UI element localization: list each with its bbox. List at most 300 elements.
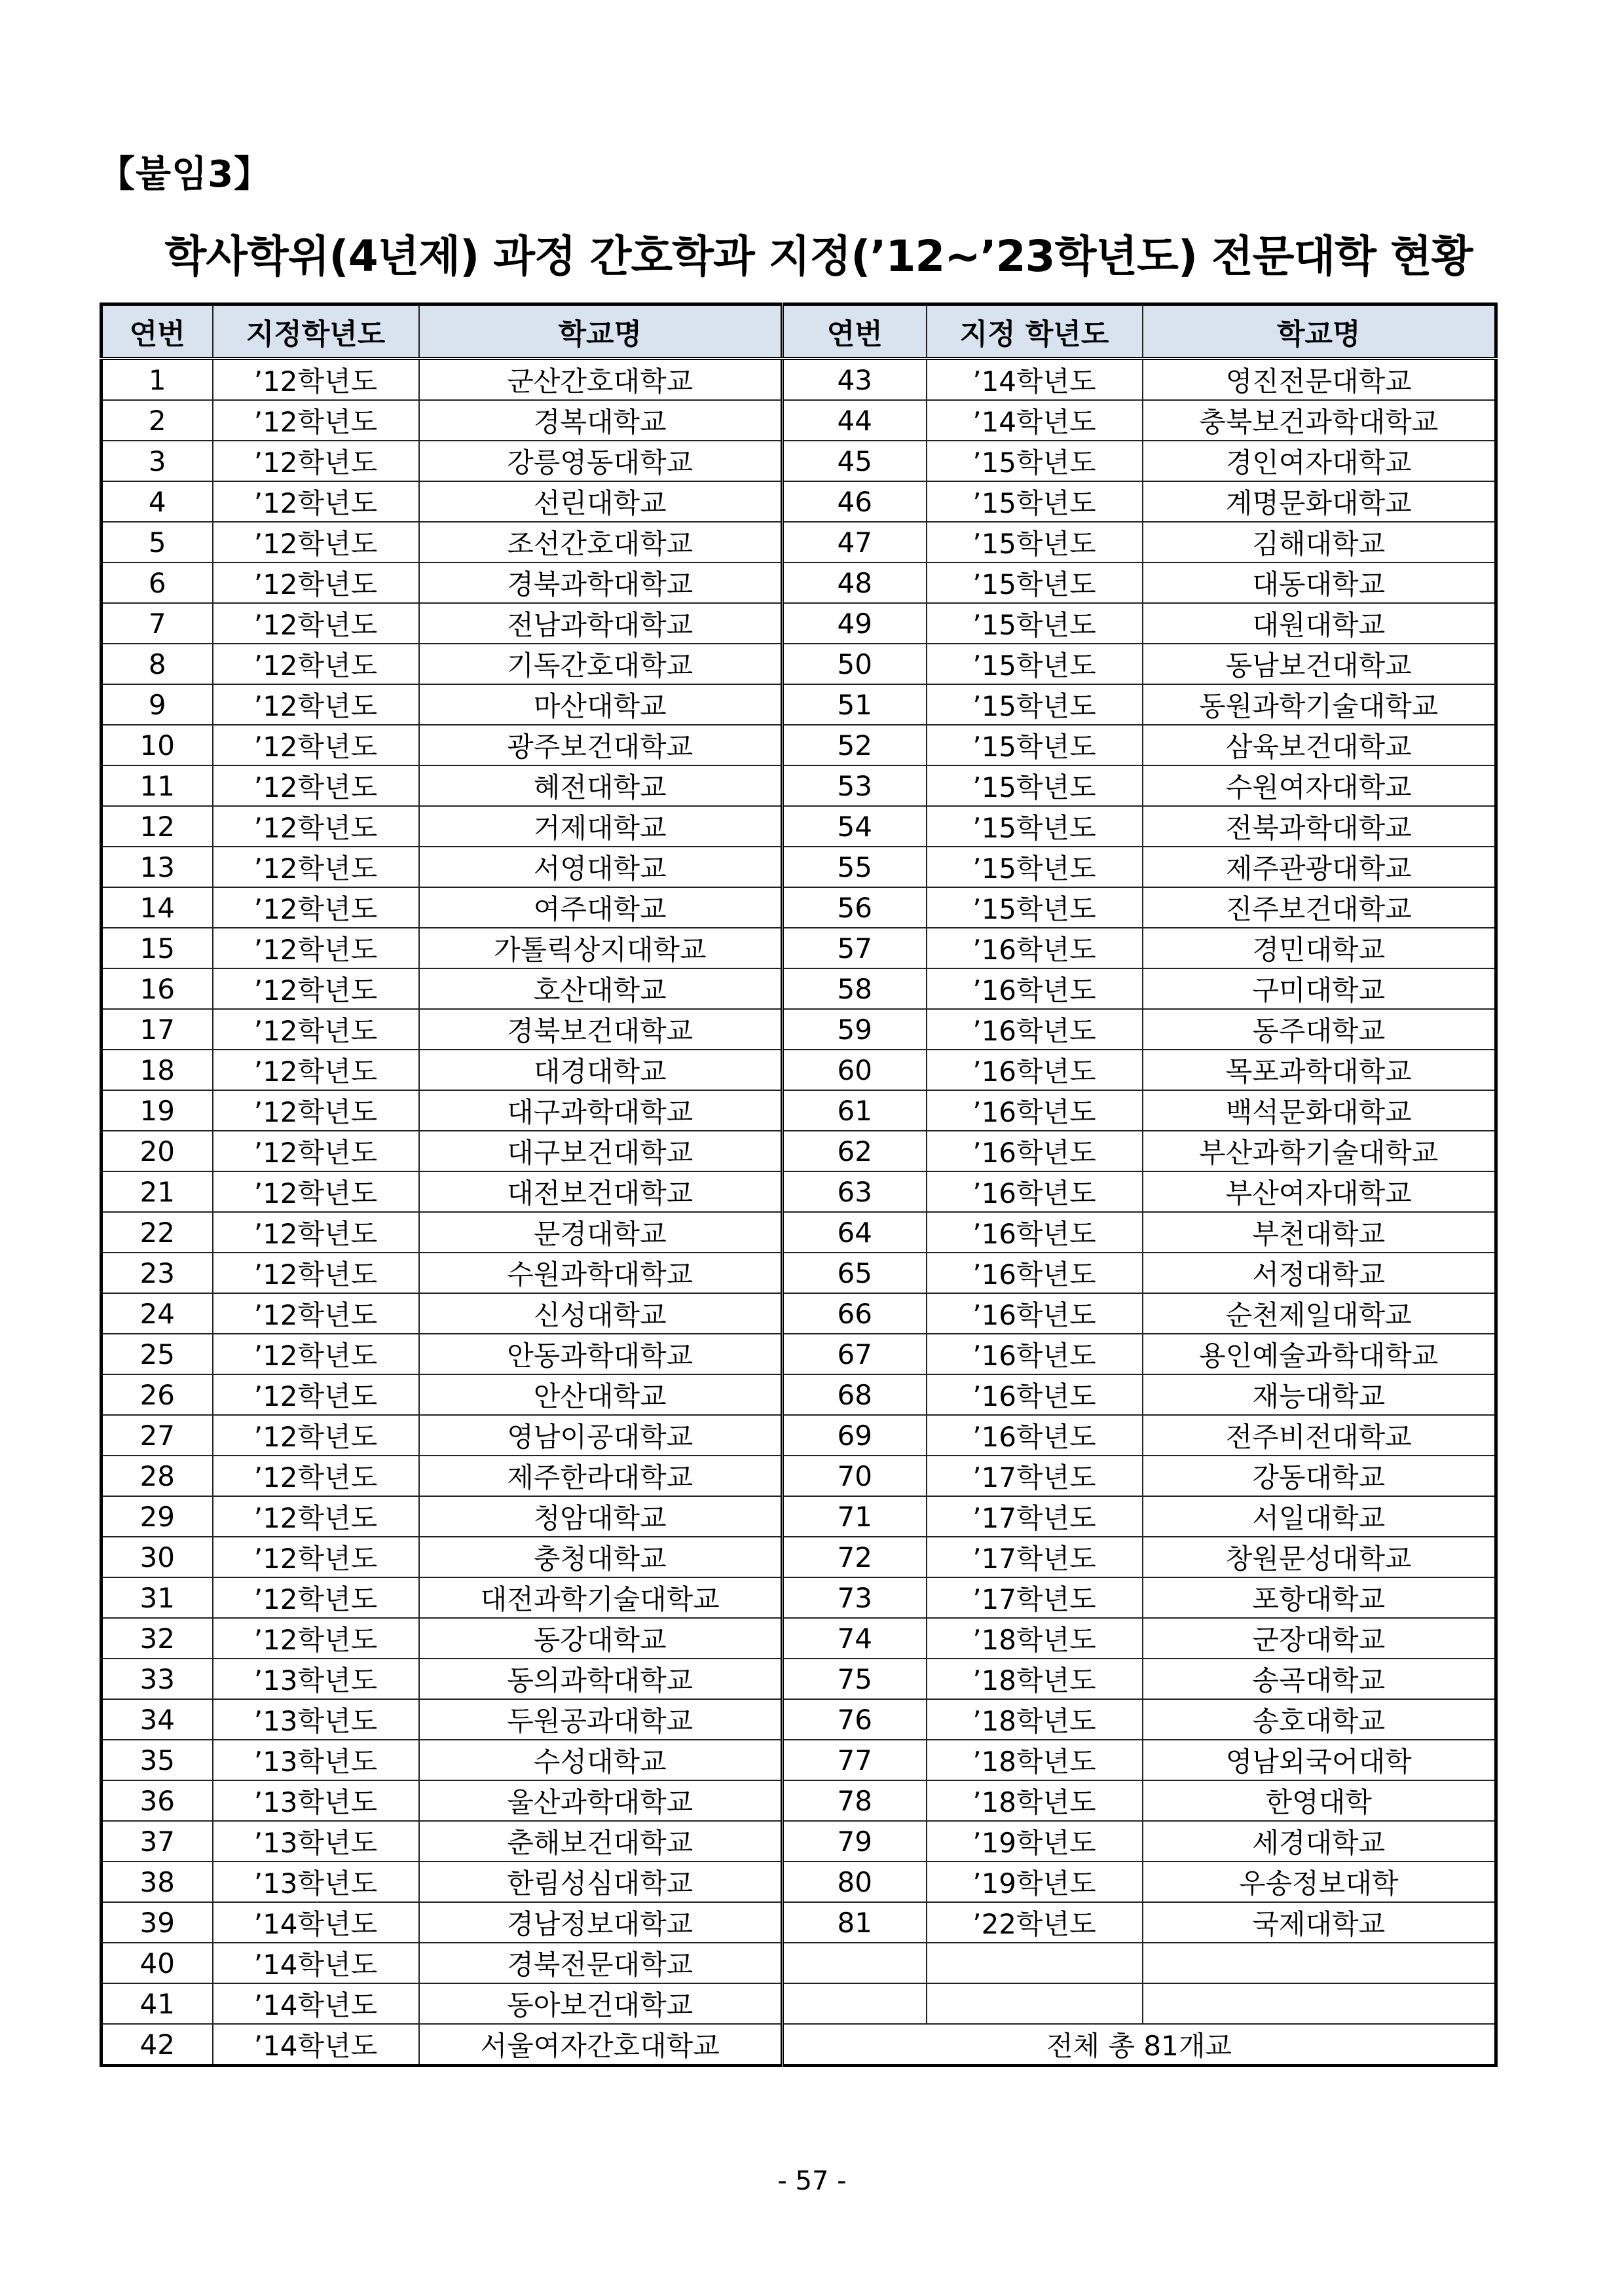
cell-school: 대구과학대학교 xyxy=(419,1090,783,1131)
cell-no: 26 xyxy=(101,1374,213,1415)
cell-year: ’16학년도 xyxy=(927,1131,1143,1171)
cell-no: 6 xyxy=(101,562,213,603)
cell-no: 57 xyxy=(783,928,927,968)
table-row xyxy=(101,359,1496,401)
table-row xyxy=(101,2024,1496,2066)
cell-no: 34 xyxy=(101,1699,213,1740)
cell-no: 7 xyxy=(101,603,213,644)
cell-no: 11 xyxy=(101,765,213,806)
cell-no: 53 xyxy=(783,765,927,806)
cell-no: 47 xyxy=(783,522,927,562)
cell-no: 1 xyxy=(101,359,213,401)
cell-no: 12 xyxy=(101,806,213,847)
cell-year: ’12학년도 xyxy=(213,1009,419,1050)
cell-year: ’12학년도 xyxy=(213,765,419,806)
cell-no: 4 xyxy=(101,481,213,522)
cell-school: 경인여자대학교 xyxy=(1143,441,1496,481)
college-table xyxy=(100,303,1498,2067)
cell-year: ’18학년도 xyxy=(927,1780,1143,1821)
cell-no: 32 xyxy=(101,1618,213,1659)
table-row xyxy=(101,1983,1496,2024)
cell-school: 창원문성대학교 xyxy=(1143,1537,1496,1577)
cell-school: 목포과학대학교 xyxy=(1143,1050,1496,1090)
cell-no: 59 xyxy=(783,1009,927,1050)
cell-school: 부산여자대학교 xyxy=(1143,1171,1496,1212)
cell-school: 제주관광대학교 xyxy=(1143,847,1496,887)
table-row xyxy=(101,765,1496,806)
cell-no: 58 xyxy=(783,968,927,1009)
cell-no: 18 xyxy=(101,1050,213,1090)
cell-school: 우송정보대학 xyxy=(1143,1862,1496,1902)
cell-year: ’12학년도 xyxy=(213,359,419,401)
cell-year: ’12학년도 xyxy=(213,522,419,562)
table-row xyxy=(101,968,1496,1009)
cell-school: 군산간호대학교 xyxy=(419,359,783,401)
cell-school: 부산과학기술대학교 xyxy=(1143,1131,1496,1171)
cell-school: 서일대학교 xyxy=(1143,1496,1496,1537)
cell-school: 한림성심대학교 xyxy=(419,1862,783,1902)
cell-year: ’12학년도 xyxy=(213,1577,419,1618)
cell-year: ’18학년도 xyxy=(927,1618,1143,1659)
cell-year: ’19학년도 xyxy=(927,1821,1143,1862)
cell-year: ’14학년도 xyxy=(927,400,1143,441)
cell-school: 수원과학대학교 xyxy=(419,1253,783,1293)
header-school-left: 학교명 xyxy=(419,304,783,359)
cell-school: 조선간호대학교 xyxy=(419,522,783,562)
cell-year: ’15학년도 xyxy=(927,806,1143,847)
empty-cell xyxy=(927,1983,1143,2024)
cell-no: 17 xyxy=(101,1009,213,1050)
cell-year: ’17학년도 xyxy=(927,1537,1143,1577)
cell-no: 49 xyxy=(783,603,927,644)
empty-cell xyxy=(1143,1943,1496,1983)
cell-school: 동강대학교 xyxy=(419,1618,783,1659)
cell-school: 전남과학대학교 xyxy=(419,603,783,644)
cell-no: 41 xyxy=(101,1983,213,2024)
cell-school: 진주보건대학교 xyxy=(1143,887,1496,928)
cell-school: 경민대학교 xyxy=(1143,928,1496,968)
cell-year: ’12학년도 xyxy=(213,562,419,603)
table-row xyxy=(101,1943,1496,1983)
cell-no: 16 xyxy=(101,968,213,1009)
cell-year: ’12학년도 xyxy=(213,481,419,522)
cell-year: ’12학년도 xyxy=(213,1131,419,1171)
cell-school: 계명문화대학교 xyxy=(1143,481,1496,522)
cell-no: 52 xyxy=(783,725,927,765)
cell-school: 순천제일대학교 xyxy=(1143,1293,1496,1334)
cell-no: 75 xyxy=(783,1659,927,1699)
cell-no: 81 xyxy=(783,1902,927,1943)
cell-year: ’15학년도 xyxy=(927,441,1143,481)
cell-year: ’12학년도 xyxy=(213,684,419,725)
cell-year: ’17학년도 xyxy=(927,1577,1143,1618)
cell-no: 68 xyxy=(783,1374,927,1415)
empty-cell xyxy=(927,1943,1143,1983)
cell-no: 37 xyxy=(101,1821,213,1862)
cell-school: 선린대학교 xyxy=(419,481,783,522)
cell-year: ’12학년도 xyxy=(213,644,419,684)
cell-year: ’13학년도 xyxy=(213,1862,419,1902)
cell-school: 춘해보건대학교 xyxy=(419,1821,783,1862)
table-row xyxy=(101,1171,1496,1212)
cell-year: ’15학년도 xyxy=(927,644,1143,684)
cell-no: 15 xyxy=(101,928,213,968)
cell-school: 동남보건대학교 xyxy=(1143,644,1496,684)
cell-school: 가톨릭상지대학교 xyxy=(419,928,783,968)
cell-year: ’15학년도 xyxy=(927,725,1143,765)
cell-school: 삼육보건대학교 xyxy=(1143,725,1496,765)
cell-year: ’15학년도 xyxy=(927,481,1143,522)
cell-school: 동의과학대학교 xyxy=(419,1659,783,1699)
cell-school: 호산대학교 xyxy=(419,968,783,1009)
cell-no: 38 xyxy=(101,1862,213,1902)
cell-no: 54 xyxy=(783,806,927,847)
cell-no: 30 xyxy=(101,1537,213,1577)
cell-no: 24 xyxy=(101,1293,213,1334)
cell-year: ’16학년도 xyxy=(927,1293,1143,1334)
table-row xyxy=(101,1577,1496,1618)
cell-no: 27 xyxy=(101,1415,213,1456)
cell-no: 51 xyxy=(783,684,927,725)
table-row xyxy=(101,928,1496,968)
cell-year: ’17학년도 xyxy=(927,1456,1143,1496)
cell-school: 마산대학교 xyxy=(419,684,783,725)
cell-no: 35 xyxy=(101,1740,213,1780)
cell-year: ’13학년도 xyxy=(213,1699,419,1740)
cell-year: ’13학년도 xyxy=(213,1821,419,1862)
cell-year: ’18학년도 xyxy=(927,1699,1143,1740)
table-row xyxy=(101,1659,1496,1699)
cell-year: ’12학년도 xyxy=(213,968,419,1009)
cell-school: 수성대학교 xyxy=(419,1740,783,1780)
cell-school: 동원과학기술대학교 xyxy=(1143,684,1496,725)
cell-no: 78 xyxy=(783,1780,927,1821)
table-row xyxy=(101,1050,1496,1090)
cell-no: 63 xyxy=(783,1171,927,1212)
cell-school: 제주한라대학교 xyxy=(419,1456,783,1496)
cell-no: 25 xyxy=(101,1334,213,1374)
cell-no: 74 xyxy=(783,1618,927,1659)
cell-school: 경복대학교 xyxy=(419,400,783,441)
table-row xyxy=(101,1821,1496,1862)
cell-no: 69 xyxy=(783,1415,927,1456)
cell-no: 5 xyxy=(101,522,213,562)
cell-school: 전주비전대학교 xyxy=(1143,1415,1496,1456)
cell-no: 46 xyxy=(783,481,927,522)
total-count: 전체 총 81개교 xyxy=(783,2024,1496,2066)
cell-school: 대구보건대학교 xyxy=(419,1131,783,1171)
cell-school: 용인예술과학대학교 xyxy=(1143,1334,1496,1374)
table-row xyxy=(101,562,1496,603)
cell-school: 두원공과대학교 xyxy=(419,1699,783,1740)
cell-year: ’18학년도 xyxy=(927,1740,1143,1780)
cell-no: 40 xyxy=(101,1943,213,1983)
cell-no: 55 xyxy=(783,847,927,887)
cell-school: 송호대학교 xyxy=(1143,1699,1496,1740)
page-number: - 57 - xyxy=(777,2166,847,2196)
cell-year: ’14학년도 xyxy=(213,2024,419,2066)
cell-year: ’16학년도 xyxy=(927,1212,1143,1253)
cell-no: 10 xyxy=(101,725,213,765)
cell-school: 강릉영동대학교 xyxy=(419,441,783,481)
cell-no: 45 xyxy=(783,441,927,481)
cell-no: 64 xyxy=(783,1212,927,1253)
cell-school: 광주보건대학교 xyxy=(419,725,783,765)
cell-no: 50 xyxy=(783,644,927,684)
cell-no: 79 xyxy=(783,1821,927,1862)
cell-school: 백석문화대학교 xyxy=(1143,1090,1496,1131)
cell-school: 포항대학교 xyxy=(1143,1577,1496,1618)
cell-year: ’16학년도 xyxy=(927,968,1143,1009)
document-title xyxy=(0,221,1624,284)
cell-no: 2 xyxy=(101,400,213,441)
cell-school: 김해대학교 xyxy=(1143,522,1496,562)
cell-no: 67 xyxy=(783,1334,927,1374)
cell-year: ’16학년도 xyxy=(927,1415,1143,1456)
cell-year: ’12학년도 xyxy=(213,725,419,765)
cell-no: 20 xyxy=(101,1131,213,1171)
cell-year: ’12학년도 xyxy=(213,603,419,644)
cell-year: ’16학년도 xyxy=(927,1374,1143,1415)
cell-no: 3 xyxy=(101,441,213,481)
cell-year: ’16학년도 xyxy=(927,928,1143,968)
cell-year: ’12학년도 xyxy=(213,1212,419,1253)
cell-school: 강동대학교 xyxy=(1143,1456,1496,1496)
cell-year: ’12학년도 xyxy=(213,1171,419,1212)
cell-school: 동아보건대학교 xyxy=(419,1983,783,2024)
table-row xyxy=(101,1537,1496,1577)
cell-year: ’14학년도 xyxy=(927,359,1143,401)
table-row xyxy=(101,400,1496,441)
cell-school: 경북전문대학교 xyxy=(419,1943,783,1983)
cell-school: 군장대학교 xyxy=(1143,1618,1496,1659)
table-row xyxy=(101,1009,1496,1050)
header-no-left: 연번 xyxy=(101,304,213,359)
header-school-right: 학교명 xyxy=(1143,304,1496,359)
attachment-label: 【붙임3】 xyxy=(98,153,272,196)
cell-year: ’19학년도 xyxy=(927,1862,1143,1902)
cell-school: 세경대학교 xyxy=(1143,1821,1496,1862)
table-row xyxy=(101,684,1496,725)
cell-year: ’12학년도 xyxy=(213,1090,419,1131)
cell-year: ’16학년도 xyxy=(927,1090,1143,1131)
table-row xyxy=(101,725,1496,765)
cell-school: 구미대학교 xyxy=(1143,968,1496,1009)
cell-no: 8 xyxy=(101,644,213,684)
cell-school: 충북보건과학대학교 xyxy=(1143,400,1496,441)
cell-school: 전북과학대학교 xyxy=(1143,806,1496,847)
cell-year: ’16학년도 xyxy=(927,1009,1143,1050)
cell-year: ’12학년도 xyxy=(213,1334,419,1374)
cell-no: 71 xyxy=(783,1496,927,1537)
table-row xyxy=(101,522,1496,562)
cell-year: ’12학년도 xyxy=(213,1456,419,1496)
cell-school: 서영대학교 xyxy=(419,847,783,887)
cell-no: 60 xyxy=(783,1050,927,1090)
header-year-left: 지정학년도 xyxy=(213,304,419,359)
empty-cell xyxy=(783,1943,927,1983)
empty-cell xyxy=(1143,1983,1496,2024)
cell-year: ’14학년도 xyxy=(213,1943,419,1983)
empty-cell xyxy=(783,1983,927,2024)
cell-no: 42 xyxy=(101,2024,213,2066)
cell-no: 36 xyxy=(101,1780,213,1821)
cell-school: 서울여자간호대학교 xyxy=(419,2024,783,2066)
cell-year: ’15학년도 xyxy=(927,887,1143,928)
cell-year: ’13학년도 xyxy=(213,1659,419,1699)
cell-year: ’12학년도 xyxy=(213,1374,419,1415)
cell-year: ’12학년도 xyxy=(213,1293,419,1334)
cell-school: 동주대학교 xyxy=(1143,1009,1496,1050)
cell-no: 39 xyxy=(101,1902,213,1943)
cell-year: ’15학년도 xyxy=(927,765,1143,806)
cell-year: ’12학년도 xyxy=(213,806,419,847)
table-row xyxy=(101,887,1496,928)
cell-no: 61 xyxy=(783,1090,927,1131)
cell-school: 한영대학 xyxy=(1143,1780,1496,1821)
cell-year: ’12학년도 xyxy=(213,1050,419,1090)
cell-year: ’13학년도 xyxy=(213,1740,419,1780)
cell-year: ’15학년도 xyxy=(927,562,1143,603)
cell-no: 44 xyxy=(783,400,927,441)
cell-year: ’16학년도 xyxy=(927,1253,1143,1293)
cell-school: 경북보건대학교 xyxy=(419,1009,783,1050)
cell-school: 대전보건대학교 xyxy=(419,1171,783,1212)
cell-school: 영남외국어대학 xyxy=(1143,1740,1496,1780)
table-header-row xyxy=(101,304,1496,359)
cell-no: 29 xyxy=(101,1496,213,1537)
cell-year: ’15학년도 xyxy=(927,522,1143,562)
header-year-right: 지정 학년도 xyxy=(927,304,1143,359)
cell-year: ’16학년도 xyxy=(927,1171,1143,1212)
table-row xyxy=(101,806,1496,847)
cell-school: 혜전대학교 xyxy=(419,765,783,806)
cell-no: 48 xyxy=(783,562,927,603)
cell-year: ’12학년도 xyxy=(213,928,419,968)
table-row xyxy=(101,1862,1496,1902)
table-row xyxy=(101,644,1496,684)
cell-year: ’12학년도 xyxy=(213,847,419,887)
cell-school: 안산대학교 xyxy=(419,1374,783,1415)
cell-no: 14 xyxy=(101,887,213,928)
cell-school: 충청대학교 xyxy=(419,1537,783,1577)
cell-no: 23 xyxy=(101,1253,213,1293)
cell-no: 43 xyxy=(783,359,927,401)
table-row xyxy=(101,1699,1496,1740)
cell-school: 대경대학교 xyxy=(419,1050,783,1090)
table-row xyxy=(101,1090,1496,1131)
cell-school: 부천대학교 xyxy=(1143,1212,1496,1253)
table-row xyxy=(101,1415,1496,1456)
cell-no: 66 xyxy=(783,1293,927,1334)
cell-school: 거제대학교 xyxy=(419,806,783,847)
cell-school: 수원여자대학교 xyxy=(1143,765,1496,806)
cell-no: 62 xyxy=(783,1131,927,1171)
cell-school: 청암대학교 xyxy=(419,1496,783,1537)
cell-school: 대동대학교 xyxy=(1143,562,1496,603)
cell-no: 31 xyxy=(101,1577,213,1618)
cell-year: ’12학년도 xyxy=(213,887,419,928)
cell-year: ’14학년도 xyxy=(213,1983,419,2024)
cell-school: 영진전문대학교 xyxy=(1143,359,1496,401)
cell-school: 대원대학교 xyxy=(1143,603,1496,644)
table-row xyxy=(101,1212,1496,1253)
cell-year: ’12학년도 xyxy=(213,1415,419,1456)
cell-year: ’15학년도 xyxy=(927,603,1143,644)
cell-school: 신성대학교 xyxy=(419,1293,783,1334)
cell-no: 19 xyxy=(101,1090,213,1131)
cell-no: 9 xyxy=(101,684,213,725)
cell-school: 경북과학대학교 xyxy=(419,562,783,603)
cell-no: 65 xyxy=(783,1253,927,1293)
cell-year: ’22학년도 xyxy=(927,1902,1143,1943)
cell-school: 국제대학교 xyxy=(1143,1902,1496,1943)
cell-year: ’15학년도 xyxy=(927,684,1143,725)
cell-year: ’12학년도 xyxy=(213,1496,419,1537)
cell-no: 80 xyxy=(783,1862,927,1902)
document-title-text: 학사학위(4년제) 과정 간호학과 지정(’12~’23학년도) 전문대학 현황 xyxy=(164,231,1473,282)
table-row xyxy=(101,1293,1496,1334)
cell-year: ’12학년도 xyxy=(213,400,419,441)
cell-year: ’12학년도 xyxy=(213,1253,419,1293)
cell-year: ’16학년도 xyxy=(927,1050,1143,1090)
cell-school: 문경대학교 xyxy=(419,1212,783,1253)
table-row xyxy=(101,1902,1496,1943)
cell-no: 76 xyxy=(783,1699,927,1740)
cell-no: 70 xyxy=(783,1456,927,1496)
cell-school: 기독간호대학교 xyxy=(419,644,783,684)
cell-no: 21 xyxy=(101,1171,213,1212)
cell-no: 77 xyxy=(783,1740,927,1780)
cell-year: ’12학년도 xyxy=(213,1537,419,1577)
cell-school: 울산과학대학교 xyxy=(419,1780,783,1821)
cell-no: 56 xyxy=(783,887,927,928)
cell-school: 영남이공대학교 xyxy=(419,1415,783,1456)
cell-no: 72 xyxy=(783,1537,927,1577)
header-no-right: 연번 xyxy=(783,304,927,359)
cell-year: ’14학년도 xyxy=(213,1902,419,1943)
cell-no: 33 xyxy=(101,1659,213,1699)
table-row xyxy=(101,1456,1496,1496)
cell-year: ’12학년도 xyxy=(213,441,419,481)
table-row xyxy=(101,481,1496,522)
cell-school: 경남정보대학교 xyxy=(419,1902,783,1943)
cell-year: ’17학년도 xyxy=(927,1496,1143,1537)
cell-year: ’13학년도 xyxy=(213,1780,419,1821)
cell-school: 재능대학교 xyxy=(1143,1374,1496,1415)
cell-school: 안동과학대학교 xyxy=(419,1334,783,1374)
table-row xyxy=(101,847,1496,887)
table-row xyxy=(101,1253,1496,1293)
table-row xyxy=(101,603,1496,644)
cell-school: 송곡대학교 xyxy=(1143,1659,1496,1699)
cell-no: 28 xyxy=(101,1456,213,1496)
table-body xyxy=(101,359,1496,2066)
cell-no: 13 xyxy=(101,847,213,887)
cell-year: ’15학년도 xyxy=(927,847,1143,887)
cell-year: ’18학년도 xyxy=(927,1659,1143,1699)
table-row xyxy=(101,1496,1496,1537)
cell-no: 73 xyxy=(783,1577,927,1618)
table-row xyxy=(101,1374,1496,1415)
cell-year: ’16학년도 xyxy=(927,1334,1143,1374)
table-row xyxy=(101,1131,1496,1171)
cell-year: ’12학년도 xyxy=(213,1618,419,1659)
cell-no: 22 xyxy=(101,1212,213,1253)
table-row xyxy=(101,1780,1496,1821)
cell-school: 대전과학기술대학교 xyxy=(419,1577,783,1618)
cell-school: 여주대학교 xyxy=(419,887,783,928)
